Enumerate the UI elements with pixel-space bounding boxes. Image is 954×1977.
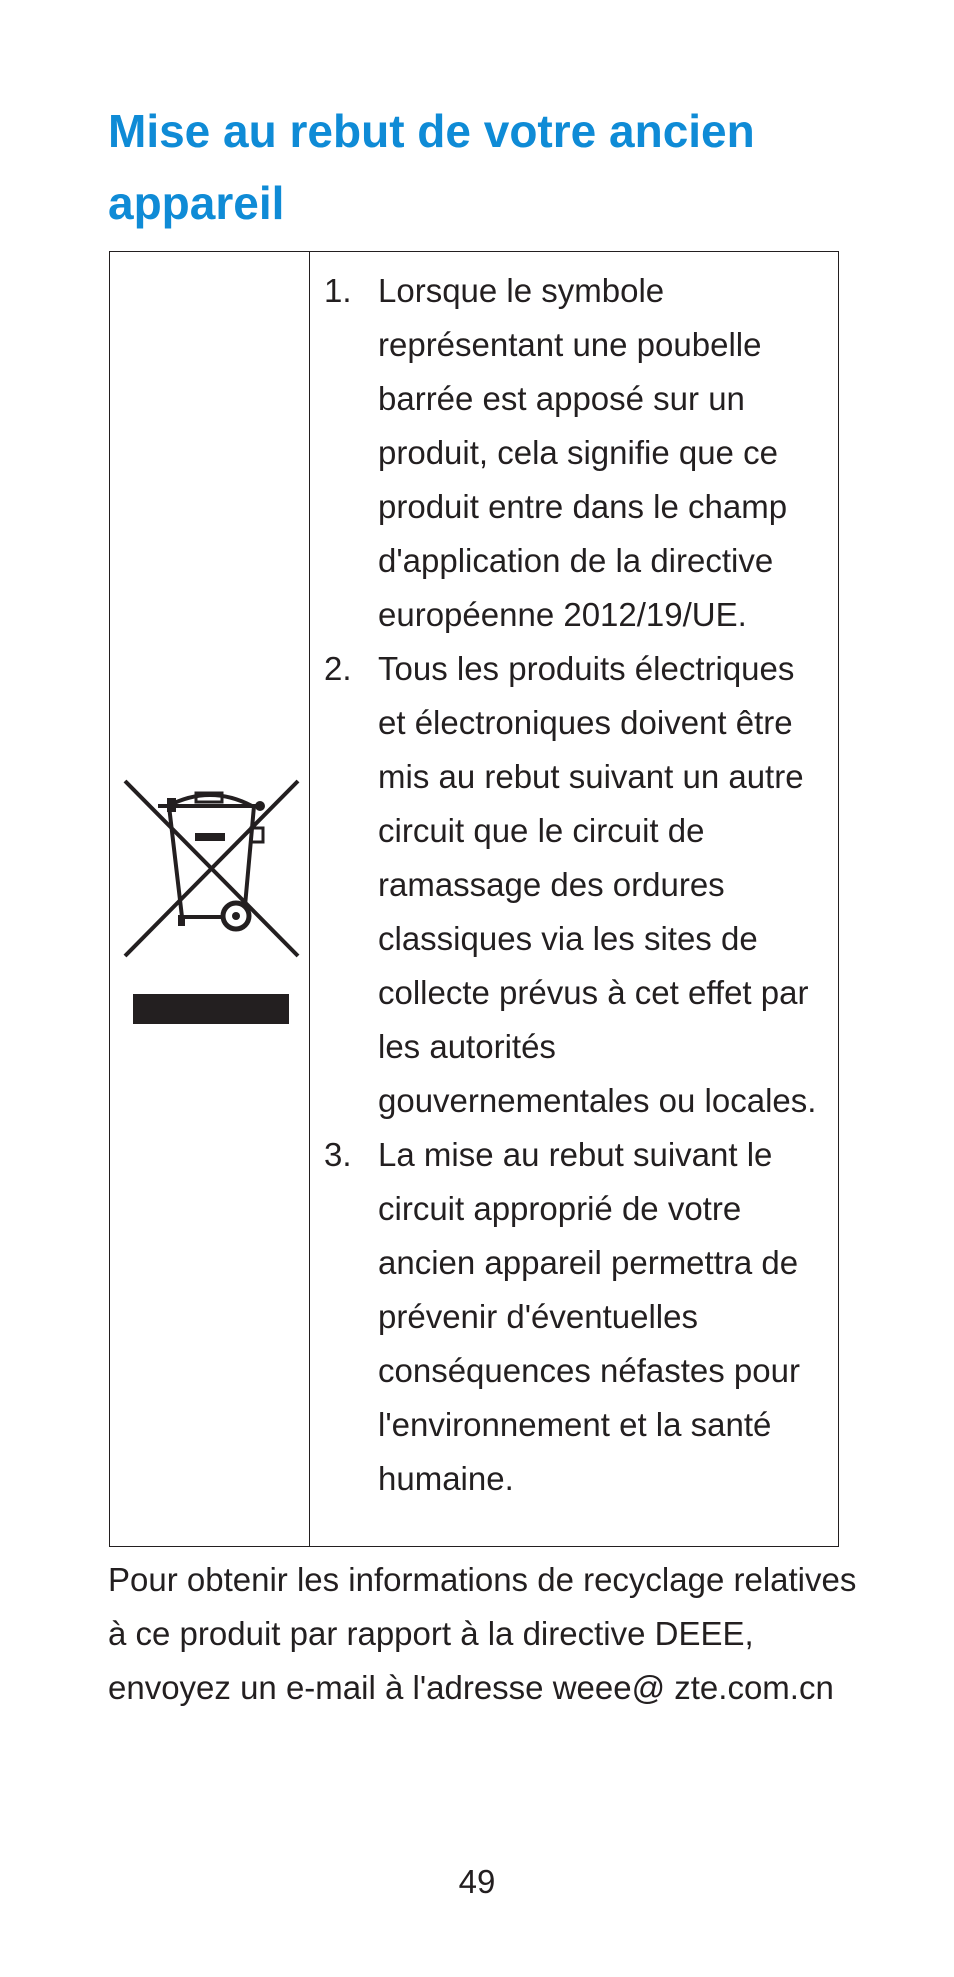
page-title: Mise au rebut de votre ancien appareil: [108, 105, 755, 229]
list-item-number: 3.: [324, 1136, 352, 1173]
weee-info-table: [109, 251, 839, 1547]
instructions-list: [310, 264, 830, 1506]
list-item-text: La mise au rebut suivant le circuit approprié de votre ancien appareil permettra de prévenir d'éventuelles conséquences néfastes pour l'environnement et la santé humaine.: [378, 1136, 800, 1497]
list-item-number: 2.: [324, 650, 352, 687]
page-number: 49: [458, 1863, 496, 1900]
crossed-out-wheeled-bin-icon: [122, 764, 302, 1024]
icon-cell: [110, 252, 310, 1546]
list-item: [310, 642, 830, 1128]
list-item-number: 1.: [324, 272, 352, 309]
list-item-text: Lorsque le symbole représentant une poubelle barrée est apposé sur un produit, cela signifie que ce produit entre dans le champ d'application de la directive européenne 2012/19/UE.: [378, 272, 788, 633]
list-item-text: Tous les produits électriques et électroniques doivent être mis au rebut suivant un autre circuit que le circuit de ramassage des ordures classiques via les sites de collecte prévus à cet effet par les autorités gouvernementales ou locales.: [378, 650, 817, 1119]
list-item: [310, 264, 830, 642]
list-item: [310, 1128, 830, 1506]
recycling-info-text: Pour obtenir les informations de recyclage relatives à ce produit par rapport à la directive DEEE, envoyez un e-mail à l'adresse weee@ zte.com.cn: [108, 1561, 857, 1706]
